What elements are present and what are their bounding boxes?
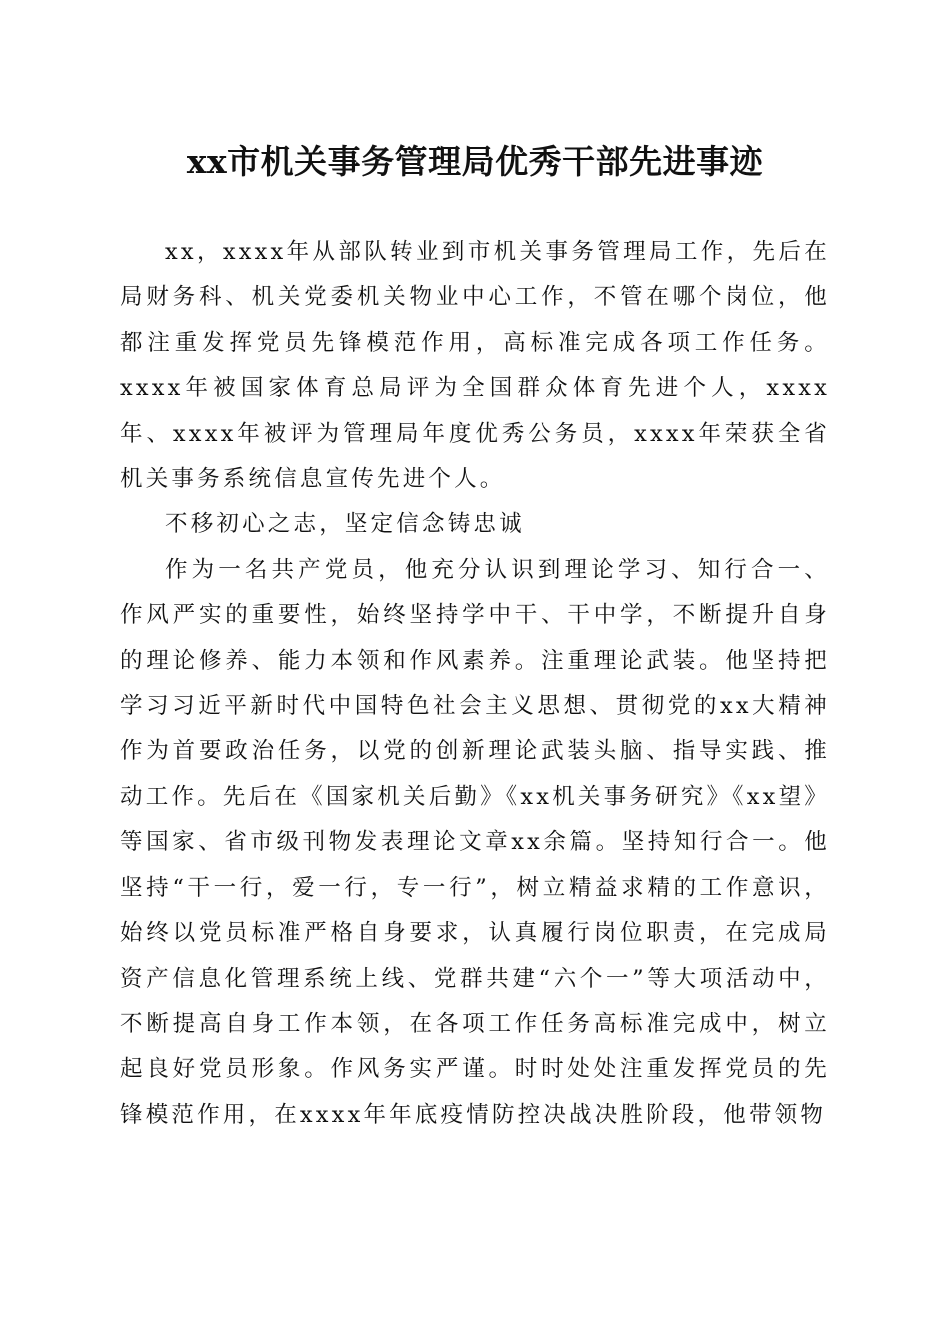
- paragraph-intro: xx，xxxx年从部队转业到市机关事务管理局工作，先后在局财务科、机关党委机关物业中心工作，不管在哪个岗位，他都注重发挥党员先锋模范作用，高标准完成各项工作任务。xxxx年被国家体育总局评为全国群众体育先进个人，xxxx年、xxxx年被评为管理局年度优秀公务员，xxxx年荣获全省机关事务系统信息宣传先进个人。: [120, 239, 830, 493]
- document-body: [120, 230, 830, 1138]
- paragraph-body: 作为一名共产党员，他充分认识到理论学习、知行合一、作风严实的重要性，始终坚持学中干、干中学，不断提升自身的理论修养、能力本领和作风素养。注重理论武装。他坚持把学习习近平新时代中国特色社会主义思想、贯彻党的xx大精神作为首要政治任务，以党的创新理论武装头脑、指导实践、推动工作。先后在《国家机关后勤》《xx机关事务研究》《xx望》等国家、省市级刊物发表理论文章xx余篇。坚持知行合一。他坚持“干一行，爱一行，专一行”，树立精益求精的工作意识，始终以党员标准严格自身要求，认真履行岗位职责，在完成局资产信息化管理系统上线、党群共建“六个一”等大项活动中，不断提高自身工作本领，在各项工作任务高标准完成中，树立起良好党员形象。作风务实严谨。时时处处注重发挥党员的先锋模范作用，在xxxx年年底疫情防控决战决胜阶段，他带领物: [120, 556, 830, 1128]
- section-heading: 不移初心之志，坚定信念铸忠诚: [165, 511, 525, 538]
- document-title: xx市机关事务管理局优秀干部先进事迹: [186, 142, 764, 181]
